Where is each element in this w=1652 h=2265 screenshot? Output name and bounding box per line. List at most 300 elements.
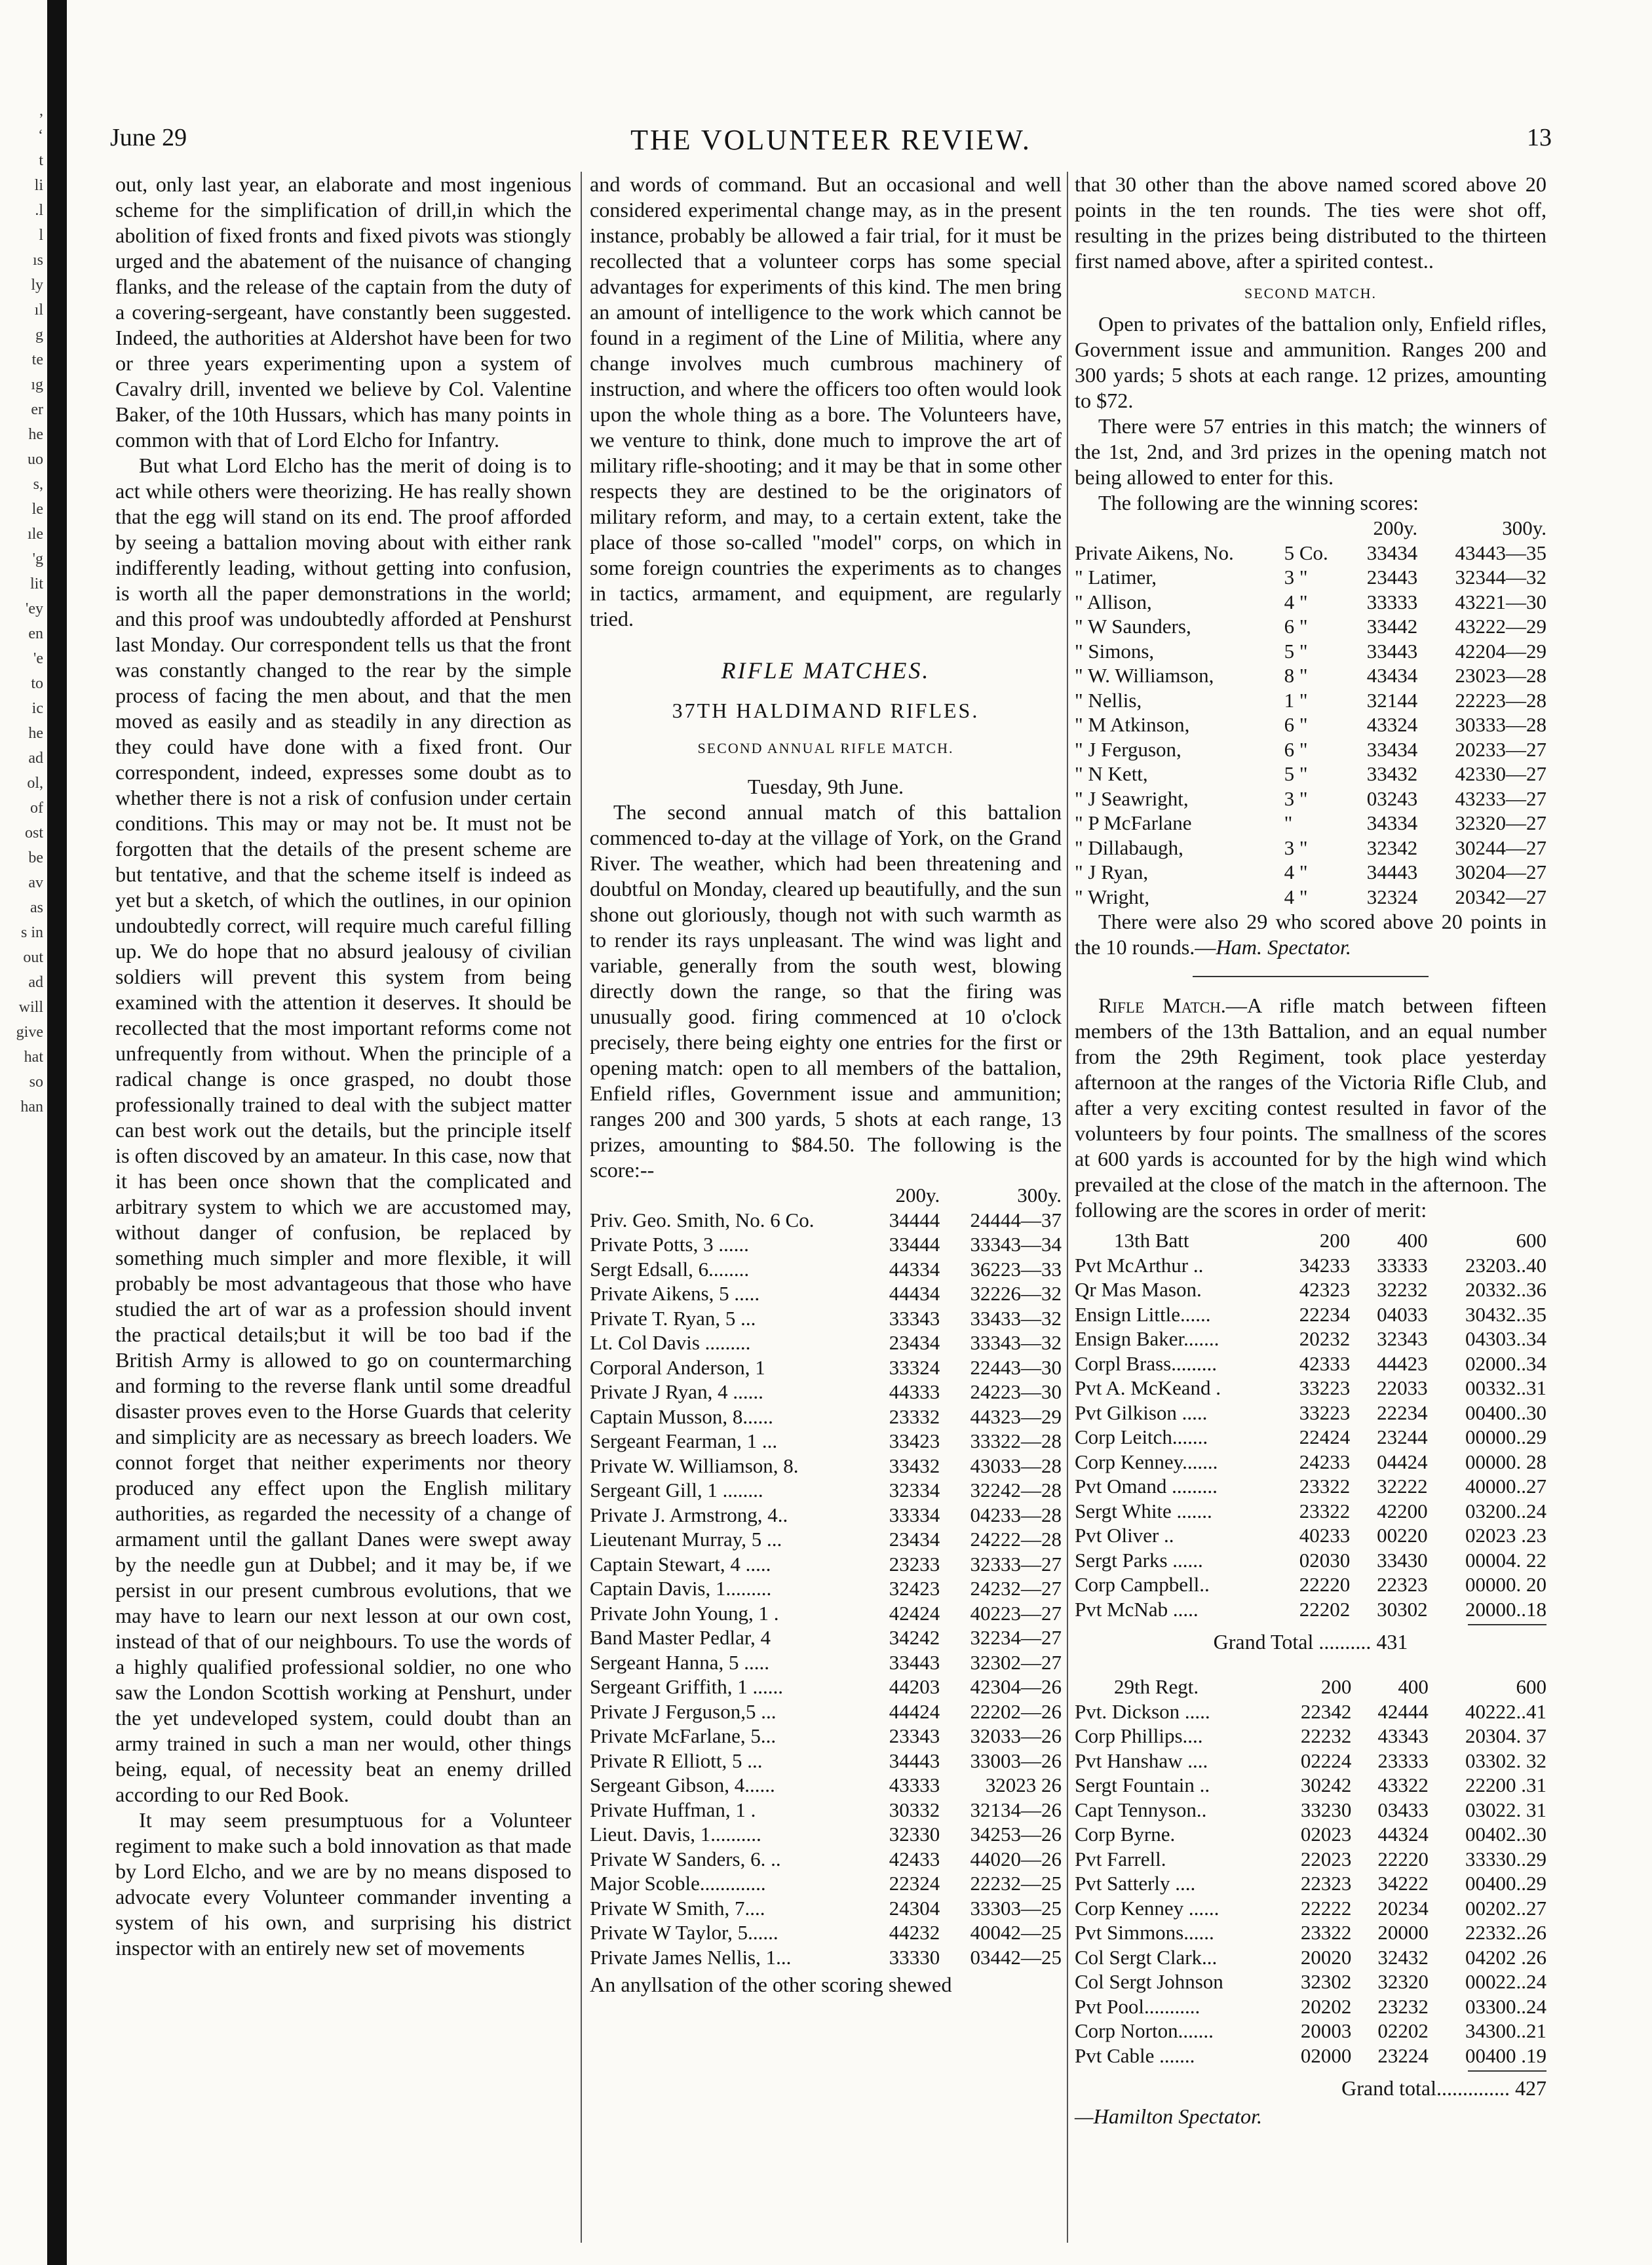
table-row <box>590 1871 1062 1896</box>
table-cell: 00400..30 <box>1465 1401 1546 1424</box>
table-cell: 24222—28 <box>970 1528 1062 1551</box>
table-cell: Corp Leitch....... <box>1075 1425 1208 1448</box>
table-cell: 03300..24 <box>1465 1994 1546 2018</box>
table-row <box>1075 885 1546 910</box>
table-cell: 04424 <box>1377 1450 1428 1473</box>
header-cell: 300y. <box>1502 516 1546 539</box>
table-cell: Private Potts, 3 ...... <box>590 1233 749 1256</box>
table-cell: 33230 <box>1300 1798 1352 1821</box>
article-lead: Rifle Match. <box>1098 994 1226 1017</box>
table-cell: 34253—26 <box>970 1823 1062 1846</box>
table-cell: 22232—25 <box>970 1872 1062 1895</box>
margin-fragment: 'g <box>32 551 43 568</box>
table-cell: Private R Elliott, 5 ... <box>590 1749 763 1772</box>
table-cell: Pvt Pool........... <box>1075 1994 1201 2018</box>
table-cell: 33003—26 <box>970 1749 1062 1772</box>
margin-fragment: ost <box>24 824 43 842</box>
table-row <box>1075 1523 1546 1548</box>
table-row <box>1075 1847 1546 1872</box>
table-cell: 43333 <box>889 1773 940 1796</box>
table-cell: 04233—28 <box>970 1503 1062 1526</box>
table-cell: Corp Byrne. <box>1075 1823 1176 1846</box>
table-cell: 43434 <box>1366 664 1418 687</box>
table-cell: Pvt. Dickson ..... <box>1075 1699 1210 1723</box>
table-cell: 36223—33 <box>970 1257 1062 1281</box>
table-cell: 3 " <box>1284 836 1308 859</box>
margin-fragment: he <box>28 725 43 742</box>
table-cell: 33343—32 <box>970 1331 1062 1354</box>
col1-paragraph-1: out, only last year, an elaborate and most ingenious scheme for the simplification of drill,in which the abolition of fixed fronts and fixed pivots was stiongly urged and the abatement of the nuisance of changing flanks, and the release of the captain from the duty of a covering-sergeant, have constantly been suggested. Indeed, the authorities at Aldershot have been for two or three years experimenting upon a system of Cavalry drill, invented we believe by Col. Valentine Baker, of the 10th Hussars, which has many points in common with that of Lord Elcho for Infantry. <box>115 172 571 452</box>
col3-intro: that 30 other than the above named scored above 20 points in the ten rounds. The ties were shot off, resulting in the prizes being distributed to the thirteen first named above, after a spirited contest.. <box>1075 172 1546 273</box>
table-cell: Corp Phillips.... <box>1075 1724 1203 1747</box>
table-cell: 22033 <box>1377 1376 1428 1399</box>
table-cell: 20000..18 <box>1465 1597 1546 1621</box>
table-row <box>1075 1969 1546 1994</box>
table-cell: 32234—27 <box>970 1626 1062 1649</box>
table-cell: 04033 <box>1377 1302 1428 1326</box>
table-row <box>590 1330 1062 1355</box>
table-cell: Corp Kenney....... <box>1075 1450 1218 1473</box>
table-cell: 6 " <box>1284 615 1308 638</box>
table-cell: " Nellis, <box>1075 688 1142 712</box>
table-cell: 00000..29 <box>1465 1425 1546 1448</box>
table-cell: 02224 <box>1300 1749 1352 1772</box>
table-cell: 44323—29 <box>970 1404 1062 1428</box>
table-cell: 04303..34 <box>1465 1327 1546 1350</box>
table-cell: Private W. Williamson, 8. <box>590 1454 799 1477</box>
table-cell: 43233—27 <box>1455 786 1546 810</box>
table-cell: 32302 <box>1300 1970 1352 1993</box>
reg29-grand-total <box>1075 2076 1546 2101</box>
table-cell: 33423 <box>889 1429 940 1452</box>
table-cell: 00000. 20 <box>1465 1573 1546 1596</box>
table-cell: 33322—28 <box>970 1429 1062 1452</box>
table-cell: Sergeant Gill, 1 ........ <box>590 1479 763 1501</box>
table-cell: 22200 .31 <box>1465 1773 1546 1796</box>
table-row <box>590 1527 1062 1552</box>
margin-fragment: 'ey <box>26 600 43 617</box>
table-row <box>590 1920 1062 1945</box>
table-cell: Captain Musson, 8...... <box>590 1404 773 1428</box>
column-rule-1 <box>581 172 582 2243</box>
table-row <box>1075 1302 1546 1327</box>
table-row <box>590 1429 1062 1454</box>
table-row <box>590 1503 1062 1528</box>
table-cell: " <box>1284 811 1293 834</box>
table-cell: 8 " <box>1284 664 1308 687</box>
table-cell: 44020—26 <box>970 1847 1062 1870</box>
margin-fragment: lit <box>29 575 43 592</box>
table-row <box>1075 1597 1546 1622</box>
table-cell: Pvt Satterly .... <box>1075 1872 1196 1895</box>
margin-fragment: be <box>28 849 43 866</box>
table-cell: 1 " <box>1284 688 1308 712</box>
table-cell: 40223—27 <box>970 1601 1062 1625</box>
dateline: Tuesday, 9th June. <box>747 775 904 798</box>
margin-fragment: han <box>20 1098 43 1115</box>
table-cell: " W. Williamson, <box>1075 664 1214 687</box>
table-cell: 00402..30 <box>1465 1823 1546 1846</box>
table-cell: " J Ryan, <box>1075 861 1149 883</box>
section-title: RIFLE MATCHES. <box>721 657 931 684</box>
table-row <box>1075 565 1546 590</box>
margin-fragment: so <box>29 1074 43 1091</box>
reg29-header <box>1075 1675 1546 1699</box>
table-cell: 42200 <box>1377 1499 1428 1522</box>
header-cell: 600 <box>1516 1675 1546 1698</box>
table-cell: 33303—25 <box>970 1896 1062 1920</box>
table-row <box>590 1601 1062 1626</box>
table-row <box>590 1699 1062 1724</box>
table-cell: " W Saunders, <box>1075 615 1191 638</box>
table-cell: 23322 <box>1299 1499 1351 1522</box>
margin-fragment: ol, <box>27 775 43 792</box>
batt13-table <box>1075 1228 1546 1621</box>
table-cell: Capt Tennyson.. <box>1075 1798 1207 1821</box>
table-cell: 20234 <box>1377 1896 1429 1920</box>
total-label: Grand total.............. <box>1341 2076 1510 2100</box>
header-cell: 200y. <box>1373 516 1418 539</box>
table-cell: 22234 <box>1299 1302 1351 1326</box>
table-cell: 32222 <box>1377 1475 1428 1498</box>
table-cell: Sergeant Fearman, 1 ... <box>590 1429 778 1452</box>
table-row <box>1075 1773 1546 1798</box>
margin-fragment: l <box>39 227 43 244</box>
batt13-header <box>1075 1228 1546 1253</box>
table-cell: 40222..41 <box>1465 1699 1546 1723</box>
table-cell: Ensign Baker....... <box>1075 1327 1220 1350</box>
table-cell: " Latimer, <box>1075 566 1157 589</box>
table-cell: 43222—29 <box>1455 615 1546 638</box>
table-cell: 3 " <box>1284 786 1308 810</box>
table-cell: Private W Smith, 7.... <box>590 1896 765 1920</box>
margin-fragment: ad <box>28 750 43 767</box>
table-cell: Sergt White ....... <box>1075 1499 1212 1522</box>
table-cell: 44423 <box>1377 1351 1428 1375</box>
table-cell: 5 " <box>1284 762 1308 785</box>
table-cell: 00000. 28 <box>1465 1450 1546 1473</box>
margin-fragment: uo <box>28 451 43 468</box>
table-cell: Lieutenant Murray, 5 ... <box>590 1528 782 1551</box>
signoff: —Hamilton Spectator. <box>1075 2104 1263 2128</box>
table-cell: 22234 <box>1377 1401 1428 1424</box>
table-cell: 42444 <box>1377 1699 1429 1723</box>
table-cell: 03442—25 <box>970 1945 1062 1969</box>
table-cell: 4 " <box>1284 590 1308 613</box>
table-cell: Pvt Cable ....... <box>1075 2043 1195 2067</box>
table-row <box>1075 712 1546 737</box>
table-row <box>1075 590 1546 615</box>
table-cell: 20232 <box>1299 1327 1351 1350</box>
table-cell: Col Sergt Clark... <box>1075 1945 1218 1969</box>
table-row <box>1075 737 1546 762</box>
table-cell: Pvt Gilkison ..... <box>1075 1401 1208 1424</box>
table-cell: 02000 <box>1300 2043 1352 2067</box>
table-cell: 33343—34 <box>970 1233 1062 1256</box>
table-cell: " N Kett, <box>1075 762 1148 785</box>
table-row <box>1075 1699 1546 1724</box>
table-cell: 23322 <box>1300 1921 1352 1944</box>
footer-text: There were also 29 who scored above 20 points in the 10 rounds.— <box>1075 910 1546 959</box>
table-cell: 34233 <box>1299 1253 1351 1277</box>
table-cell: 22220 <box>1377 1847 1429 1870</box>
table-cell: 3 " <box>1284 566 1308 589</box>
table-cell: Private Aikens, No. <box>1075 541 1234 564</box>
table-cell: 30333—28 <box>1455 713 1546 736</box>
table-cell: 30432..35 <box>1465 1302 1546 1326</box>
table-cell: 24232—27 <box>970 1577 1062 1600</box>
margin-fragment: ad <box>28 974 43 991</box>
table-cell: 34444 <box>889 1208 940 1231</box>
article-text: —A rifle match between fifteen members of the 13th Battalion, and an equal number from the 29th Regiment, took place yesterday afternoon at the ranges of the Victoria Rifle Club, and after a very exciting contest resulted in favor of the volunteers by four points. The smallness of the scores at 600 yards is accounted for by the high wind which prevailed at the close of the match in the afternoon. The following are the scores in order of merit: <box>1075 994 1547 1222</box>
table-cell: 03200..24 <box>1465 1499 1546 1522</box>
table-cell: 42204—29 <box>1455 639 1546 663</box>
table-cell: 34300..21 <box>1465 2019 1546 2042</box>
margin-fragment: en <box>28 625 43 642</box>
table-cell: Private McFarlane, 5... <box>590 1724 777 1747</box>
table-cell: 32023 26 <box>985 1773 1062 1796</box>
table-cell: 23343 <box>889 1724 940 1747</box>
table-row <box>590 1208 1062 1233</box>
table-cell: 34222 <box>1377 1872 1429 1895</box>
table-cell: 33444 <box>889 1233 940 1256</box>
table-row <box>590 1773 1062 1798</box>
table-cell: 44434 <box>889 1282 940 1305</box>
table-row <box>590 1576 1062 1601</box>
table-cell: 32144 <box>1366 688 1418 712</box>
table-cell: Lt. Col Davis ......... <box>590 1331 751 1354</box>
table-cell: 32320—27 <box>1455 811 1546 834</box>
table-cell: 03302. 32 <box>1465 1749 1546 1772</box>
table-row <box>1075 1920 1546 1945</box>
table-row <box>590 1454 1062 1479</box>
table-row <box>1075 2019 1546 2043</box>
table-cell: 33432 <box>1366 762 1418 785</box>
margin-fragment: give <box>16 1024 43 1041</box>
header-cell: 200 <box>1320 1675 1352 1698</box>
table-cell: Corp Campbell.. <box>1075 1573 1210 1596</box>
table-cell: 03022. 31 <box>1465 1798 1546 1821</box>
table-row <box>1075 1376 1546 1401</box>
table-cell: 5 Co. <box>1284 541 1328 564</box>
column-2 <box>590 172 1062 1998</box>
match-report: The second annual match of this battalion commenced to-day at the village of York, on the Grand River. The weather, which had been threatening and doubtful on Monday, cleared up beautifully, and the sun shone out gloriously, though not with such warmth as to render its rays unpleasant. The wind was light and variable, generally from the south west, blowing directly down the range, so that the firing was unusually good. firing commenced at 10 o'clock precisely, there being eighty one entries for the first or opening match: open to all members of the battalion, Enfield rifles, Government issue and ammunition; ranges 200 and 300 yards, 5 shots at each range, 13 prizes, amounting to $84.50. The following is the score:-- <box>590 800 1062 1182</box>
table-cell: 20020 <box>1300 1945 1352 1969</box>
table-cell: 33330 <box>889 1945 940 1969</box>
table-cell: " J Seawright, <box>1075 786 1189 810</box>
col1-paragraph-2: But what Lord Elcho has the merit of doing is to act while others were theorizing. He has really shown that the egg will stand on its end. The proof afforded by seeing a battalion moving about with either rank indifferently leading, without getting into confusion, is worth all the paper demonstrations in the world; and this proof was undoubtedly afforded at Penshurst last Monday. Our correspondent tells us that the front was constantly changed to the rear by the simple process of facing the men about, and that the men moved as easily and as steadily in any direction as they could have done with a fixed front. Our correspondent, indeed, expresses some doubt as to whether there is not a risk of confusion under certain conditions. This may or may not be. It must not be forgotten that the details of the present scheme are but tentative, and that the scheme itself is indeed as yet but a sketch, of which the outlines, in our opinion undoubtedly correct, will require much careful filling up. We do hope that no absurd jealousy of civilian soldiers will prevent this system from being examined with the attention it deserves. It should be recollected that the most important reforms come not unfrequently from without. When the principle of a radical change is once grasped, no doubt those professionally trained to deal with the subject matter can best work out the details, but the principle itself is often discoved by an amateur. In this case, now that it has been once shown that the complicated and arbitrary system to which we are accustomed may, without danger of confusion, be replaced by something much simpler and more flexible, it will probably be most advantageous that those who have studied the art of war as a profession should invent the practical details;but it will be too bad if the British Army is allowed to go on countermarching and forming to the reverse flank until some dreadful disaster proves even to the Horse Guards that celerity and simplicity are as necessary as breech loaders. We connot forget that neither experiments nor theory produced any effect upon the English military authorities, as regarded the necessity of a change of armament until the gallant Danes were swept away by the needle gun at Dubbel; and it may be, if we persist in our present cumbrous evolutions, that we may have to learn our next lesson at our own cost, instead of that of our neighbours. To use the words of a highly qualified professional soldier, no one who saw the London Scottish working at Penshurt, under the yet undeveloped system, could doubt than an army trained in such a man ner would, other things being, equal, of necessity beat an enemy drilled according to our Red Book. <box>115 454 571 1806</box>
margin-fragment: ly <box>31 277 43 294</box>
table-cell: 23322 <box>1299 1475 1351 1498</box>
table-cell: 44232 <box>889 1921 940 1944</box>
table-cell: 44424 <box>889 1699 940 1723</box>
table-cell: Pvt Simmons...... <box>1075 1921 1214 1944</box>
table-cell: 23434 <box>889 1331 940 1354</box>
table-cell: 43221—30 <box>1455 590 1546 613</box>
header-cell: 300y. <box>1017 1184 1062 1207</box>
table-cell: 34242 <box>889 1626 940 1649</box>
table-cell: 32330 <box>889 1823 940 1846</box>
header-cell: 600 <box>1516 1229 1546 1252</box>
table-cell: 32242—28 <box>970 1479 1062 1501</box>
table-row <box>1075 1871 1546 1896</box>
table-row <box>590 1257 1062 1282</box>
table-row <box>1075 1326 1546 1351</box>
table-cell: 40000..27 <box>1465 1475 1546 1498</box>
table-cell: " Dillabaugh, <box>1075 836 1183 859</box>
margin-fragment: ic <box>31 700 43 717</box>
table-cell: " Wright, <box>1075 885 1150 908</box>
table-row <box>590 1281 1062 1306</box>
table-cell: Sergt Edsall, 6........ <box>590 1257 750 1281</box>
haldimand-score-table <box>590 1183 1062 1969</box>
total-rule <box>1468 2070 1546 2072</box>
scan-edge-bar <box>47 0 67 2265</box>
score-table-header <box>590 1183 1062 1208</box>
margin-fragment: le <box>31 501 43 518</box>
table-cell: 02000..34 <box>1465 1351 1546 1375</box>
header-cell: 13th Batt <box>1114 1229 1189 1252</box>
table-cell: 22443—30 <box>970 1355 1062 1379</box>
table-cell: 33333 <box>1377 1253 1428 1277</box>
table-row <box>1075 1351 1546 1376</box>
second-match-header <box>1075 516 1546 541</box>
table-cell: 30204—27 <box>1455 861 1546 883</box>
header-cell: 200y. <box>895 1184 940 1207</box>
table-cell: 33343 <box>889 1306 940 1330</box>
table-cell: 32232 <box>1377 1278 1428 1301</box>
table-cell: 20000 <box>1377 1921 1429 1944</box>
col2-intro: and words of command. But an occasional and well considered experimental change may, as in the present instance, probably be allowed a fair trial, for it must be recollected that a volunteer corps has some special advantages for experiments of this kind. The men bring an amount of intelligence to the work which cannot be found in a regiment of the Line of Militia, where any change involves much cumbrous machinery of instruction, and where the officers too often would look upon the whole thing as a bore. The Volunteers have, we venture to think, done much to improve the art of military rifle-shooting; and it may be that in some other respects they are destined to be the originators of military reform, and may, to a certain extent, take the place of those so-called "model" corps, on which in some foreign countries the experiments as to changes in tactics, armament, and equipment, are regularly tried. <box>590 172 1062 630</box>
margin-fragment: ıle <box>28 526 43 543</box>
table-cell: Private T. Ryan, 5 ... <box>590 1306 756 1330</box>
total-rule <box>1468 1624 1546 1625</box>
table-row <box>1075 1896 1546 1921</box>
table-row <box>1075 1994 1546 2019</box>
margin-fragment: will <box>18 999 43 1016</box>
table-row <box>590 1552 1062 1577</box>
table-row <box>1075 836 1546 861</box>
table-cell: Private W Taylor, 5...... <box>590 1921 778 1944</box>
table-cell: Sergt Parks ...... <box>1075 1548 1203 1572</box>
table-cell: " P McFarlane <box>1075 811 1192 834</box>
table-cell: 4 " <box>1284 885 1308 908</box>
table-cell: 23232 <box>1377 1994 1429 2018</box>
margin-fragment: hat <box>24 1049 43 1066</box>
table-cell: Captain Davis, 1......... <box>590 1577 772 1600</box>
table-row <box>1075 1401 1546 1425</box>
table-cell: Band Master Pedlar, 4 <box>590 1626 771 1649</box>
table-cell: 23443 <box>1366 566 1418 589</box>
table-row <box>590 1945 1062 1970</box>
table-cell: 33223 <box>1299 1376 1351 1399</box>
table-cell: 22324 <box>889 1872 940 1895</box>
table-cell: 22220 <box>1299 1573 1351 1596</box>
table-row <box>1075 1425 1546 1450</box>
table-cell: Pvt Oliver .. <box>1075 1524 1174 1547</box>
table-cell: Lieut. Davis, 1.......... <box>590 1823 761 1846</box>
column-3 <box>1075 172 1546 2129</box>
table-cell: 33432 <box>889 1454 940 1477</box>
table-row <box>1075 1253 1546 1278</box>
table-cell: 22023 <box>1300 1847 1352 1870</box>
table-cell: 22323 <box>1300 1872 1352 1895</box>
table-cell: 00022..24 <box>1465 1970 1546 1993</box>
table-row <box>1075 762 1546 786</box>
table-cell: 34443 <box>889 1749 940 1772</box>
table-row <box>1075 1572 1546 1597</box>
table-row <box>1075 1450 1546 1475</box>
table-row <box>1075 688 1546 713</box>
table-cell: 30302 <box>1377 1597 1428 1621</box>
table-cell: Pvt Omand ......... <box>1075 1475 1218 1498</box>
table-cell: " M Atkinson, <box>1075 713 1190 736</box>
table-cell: 32342 <box>1366 836 1418 859</box>
table-cell: 33442 <box>1366 615 1418 638</box>
table-cell: 44203 <box>889 1675 940 1698</box>
batt13-grand-total <box>1075 1629 1546 1655</box>
header-cell: 400 <box>1398 1675 1429 1698</box>
table-cell: 22202—26 <box>970 1699 1062 1723</box>
table-cell: 00332..31 <box>1465 1376 1546 1399</box>
table-cell: 23203..40 <box>1465 1253 1546 1277</box>
table-cell: 33443 <box>889 1650 940 1674</box>
rifle-match-article <box>1075 993 1546 1223</box>
margin-fragment: as <box>30 899 43 916</box>
table-row <box>590 1847 1062 1872</box>
table-cell: 22342 <box>1300 1699 1352 1723</box>
table-cell: 32343 <box>1377 1327 1428 1350</box>
table-cell: Sergt Fountain .. <box>1075 1773 1210 1796</box>
table-cell: 23434 <box>889 1528 940 1551</box>
table-cell: 22232 <box>1300 1724 1352 1747</box>
table-cell: 33324 <box>889 1355 940 1379</box>
table-cell: Private Huffman, 1 . <box>590 1798 756 1821</box>
table-cell: Private John Young, 1 . <box>590 1601 779 1625</box>
table-cell: Captain Stewart, 4 ..... <box>590 1552 771 1576</box>
table-row <box>1075 2043 1546 2068</box>
table-cell: Corp Kenney ...... <box>1075 1896 1220 1920</box>
table-cell: 44334 <box>889 1257 940 1281</box>
table-row <box>590 1306 1062 1331</box>
table-cell: 23333 <box>1377 1749 1429 1772</box>
column-rule-2 <box>1067 172 1068 2243</box>
table-row <box>1075 663 1546 688</box>
table-cell: 33434 <box>1366 737 1418 761</box>
table-cell: 22323 <box>1377 1573 1428 1596</box>
table-row <box>1075 614 1546 639</box>
table-cell: Priv. Geo. Smith, No. 6 Co. <box>590 1208 815 1231</box>
table-row <box>1075 541 1546 566</box>
margin-fragment: s in <box>20 924 43 941</box>
match-title: SECOND ANNUAL RIFLE MATCH. <box>697 740 954 756</box>
table-cell: 40042—25 <box>970 1921 1062 1944</box>
header-cell <box>590 1183 869 1208</box>
table-cell: 24444—37 <box>970 1208 1062 1231</box>
table-cell: Col Sergt Johnson <box>1075 1970 1223 1993</box>
table-cell: 20003 <box>1300 2019 1352 2042</box>
table-cell: Corpl Brass......... <box>1075 1351 1217 1375</box>
table-cell: Private Aikens, 5 ..... <box>590 1282 760 1305</box>
table-cell: 34334 <box>1366 811 1418 834</box>
table-row <box>1075 1548 1546 1573</box>
table-cell: 04202 .26 <box>1465 1945 1546 1969</box>
table-cell: 43324 <box>1366 713 1418 736</box>
table-cell: 22222 <box>1300 1896 1352 1920</box>
table-cell: 44333 <box>889 1380 940 1403</box>
table-cell: 43322 <box>1377 1773 1429 1796</box>
table-cell: " Simons, <box>1075 639 1155 663</box>
